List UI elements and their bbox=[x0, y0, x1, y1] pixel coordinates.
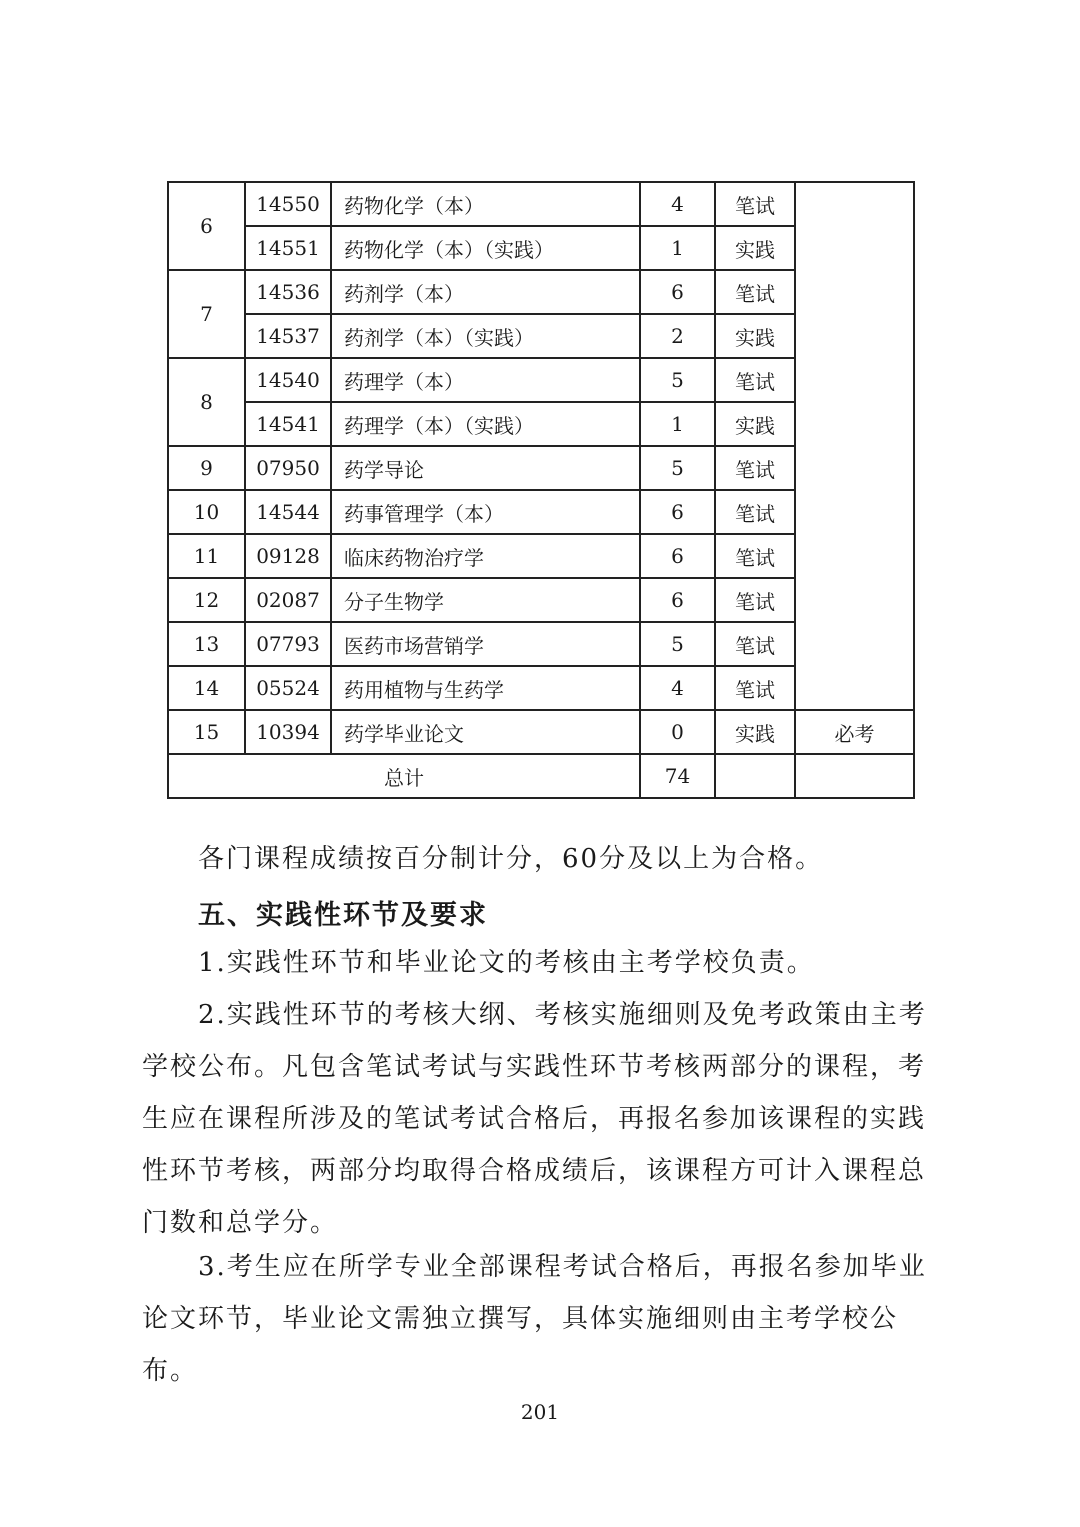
course-credit: 1 bbox=[640, 402, 715, 446]
course-credit: 4 bbox=[640, 666, 715, 710]
table-row bbox=[168, 710, 914, 754]
course-credit: 6 bbox=[640, 270, 715, 314]
course-note: 必考 bbox=[795, 710, 914, 754]
exam-type: 笔试 bbox=[715, 666, 795, 710]
table-total-row bbox=[168, 754, 914, 798]
course-code: 14540 bbox=[245, 358, 331, 402]
course-name: 药学导论 bbox=[331, 446, 640, 490]
course-name: 药用植物与生药学 bbox=[331, 666, 640, 710]
course-credit: 5 bbox=[640, 358, 715, 402]
exam-type: 实践 bbox=[715, 402, 795, 446]
course-credit: 5 bbox=[640, 622, 715, 666]
grading-note: 各门课程成绩按百分制计分，60分及以上为合格。 bbox=[198, 844, 824, 874]
course-name: 药学毕业论文 bbox=[331, 710, 640, 754]
page-number: 201 bbox=[520, 1400, 560, 1424]
exam-type: 实践 bbox=[715, 710, 795, 754]
course-no: 10 bbox=[168, 490, 245, 534]
exam-type: 实践 bbox=[715, 314, 795, 358]
course-code: 05524 bbox=[245, 666, 331, 710]
course-name: 药事管理学（本） bbox=[331, 490, 640, 534]
course-name: 药物化学（本） bbox=[331, 182, 640, 226]
course-code: 14541 bbox=[245, 402, 331, 446]
course-no: 7 bbox=[168, 270, 245, 358]
requirement-item-2: 2.实践性环节的考核大纲、考核实施细则及免考政策由主考学校公布。凡包含笔试考试与实践性环节考核两部分的课程，考生应在课程所涉及的笔试考试合格后，再报名参加该课程的实践性环节考核，两部分均取得合格成绩后，该课程方可计入课程总门数和总学分。 bbox=[142, 1000, 927, 1238]
course-name: 药剂学（本）（实践） bbox=[331, 314, 640, 358]
course-no: 11 bbox=[168, 534, 245, 578]
exam-type: 笔试 bbox=[715, 358, 795, 402]
total-credit: 74 bbox=[640, 754, 715, 798]
course-credit: 6 bbox=[640, 534, 715, 578]
course-no: 9 bbox=[168, 446, 245, 490]
course-name: 药理学（本）（实践） bbox=[331, 402, 640, 446]
note-cell bbox=[795, 182, 914, 710]
exam-type: 笔试 bbox=[715, 534, 795, 578]
course-name: 临床药物治疗学 bbox=[331, 534, 640, 578]
exam-type: 笔试 bbox=[715, 270, 795, 314]
exam-type: 笔试 bbox=[715, 622, 795, 666]
course-credit: 6 bbox=[640, 490, 715, 534]
course-credit: 2 bbox=[640, 314, 715, 358]
exam-type: 笔试 bbox=[715, 446, 795, 490]
course-credit: 4 bbox=[640, 182, 715, 226]
total-label: 总计 bbox=[168, 754, 640, 798]
course-credit: 5 bbox=[640, 446, 715, 490]
course-code: 14537 bbox=[245, 314, 331, 358]
course-code: 07793 bbox=[245, 622, 331, 666]
course-code: 14550 bbox=[245, 182, 331, 226]
section-heading: 五、实践性环节及要求 bbox=[198, 900, 488, 931]
course-credit: 6 bbox=[640, 578, 715, 622]
exam-type: 笔试 bbox=[715, 578, 795, 622]
requirement-item-3: 3.考生应在所学专业全部课程考试合格后，再报名参加毕业论文环节，毕业论文需独立撰写，具体实施细则由主考学校公布。 bbox=[142, 1252, 927, 1386]
course-code: 14544 bbox=[245, 490, 331, 534]
course-name: 医药市场营销学 bbox=[331, 622, 640, 666]
course-no: 12 bbox=[168, 578, 245, 622]
course-code: 09128 bbox=[245, 534, 331, 578]
course-credit: 0 bbox=[640, 710, 715, 754]
course-no: 13 bbox=[168, 622, 245, 666]
empty-cell bbox=[795, 754, 914, 798]
course-no: 14 bbox=[168, 666, 245, 710]
empty-cell bbox=[715, 754, 795, 798]
course-code: 14551 bbox=[245, 226, 331, 270]
course-code: 14536 bbox=[245, 270, 331, 314]
table-row bbox=[168, 182, 914, 226]
course-code: 02087 bbox=[245, 578, 331, 622]
requirement-item-1: 1.实践性环节和毕业论文的考核由主考学校负责。 bbox=[198, 948, 815, 978]
exam-type: 笔试 bbox=[715, 490, 795, 534]
course-credit: 1 bbox=[640, 226, 715, 270]
course-no: 6 bbox=[168, 182, 245, 270]
course-code: 10394 bbox=[245, 710, 331, 754]
course-name: 药剂学（本） bbox=[331, 270, 640, 314]
course-code: 07950 bbox=[245, 446, 331, 490]
course-name: 药物化学（本）（实践） bbox=[331, 226, 640, 270]
course-no: 15 bbox=[168, 710, 245, 754]
course-name: 分子生物学 bbox=[331, 578, 640, 622]
exam-type: 实践 bbox=[715, 226, 795, 270]
course-table bbox=[167, 181, 915, 799]
exam-type: 笔试 bbox=[715, 182, 795, 226]
course-name: 药理学（本） bbox=[331, 358, 640, 402]
course-no: 8 bbox=[168, 358, 245, 446]
